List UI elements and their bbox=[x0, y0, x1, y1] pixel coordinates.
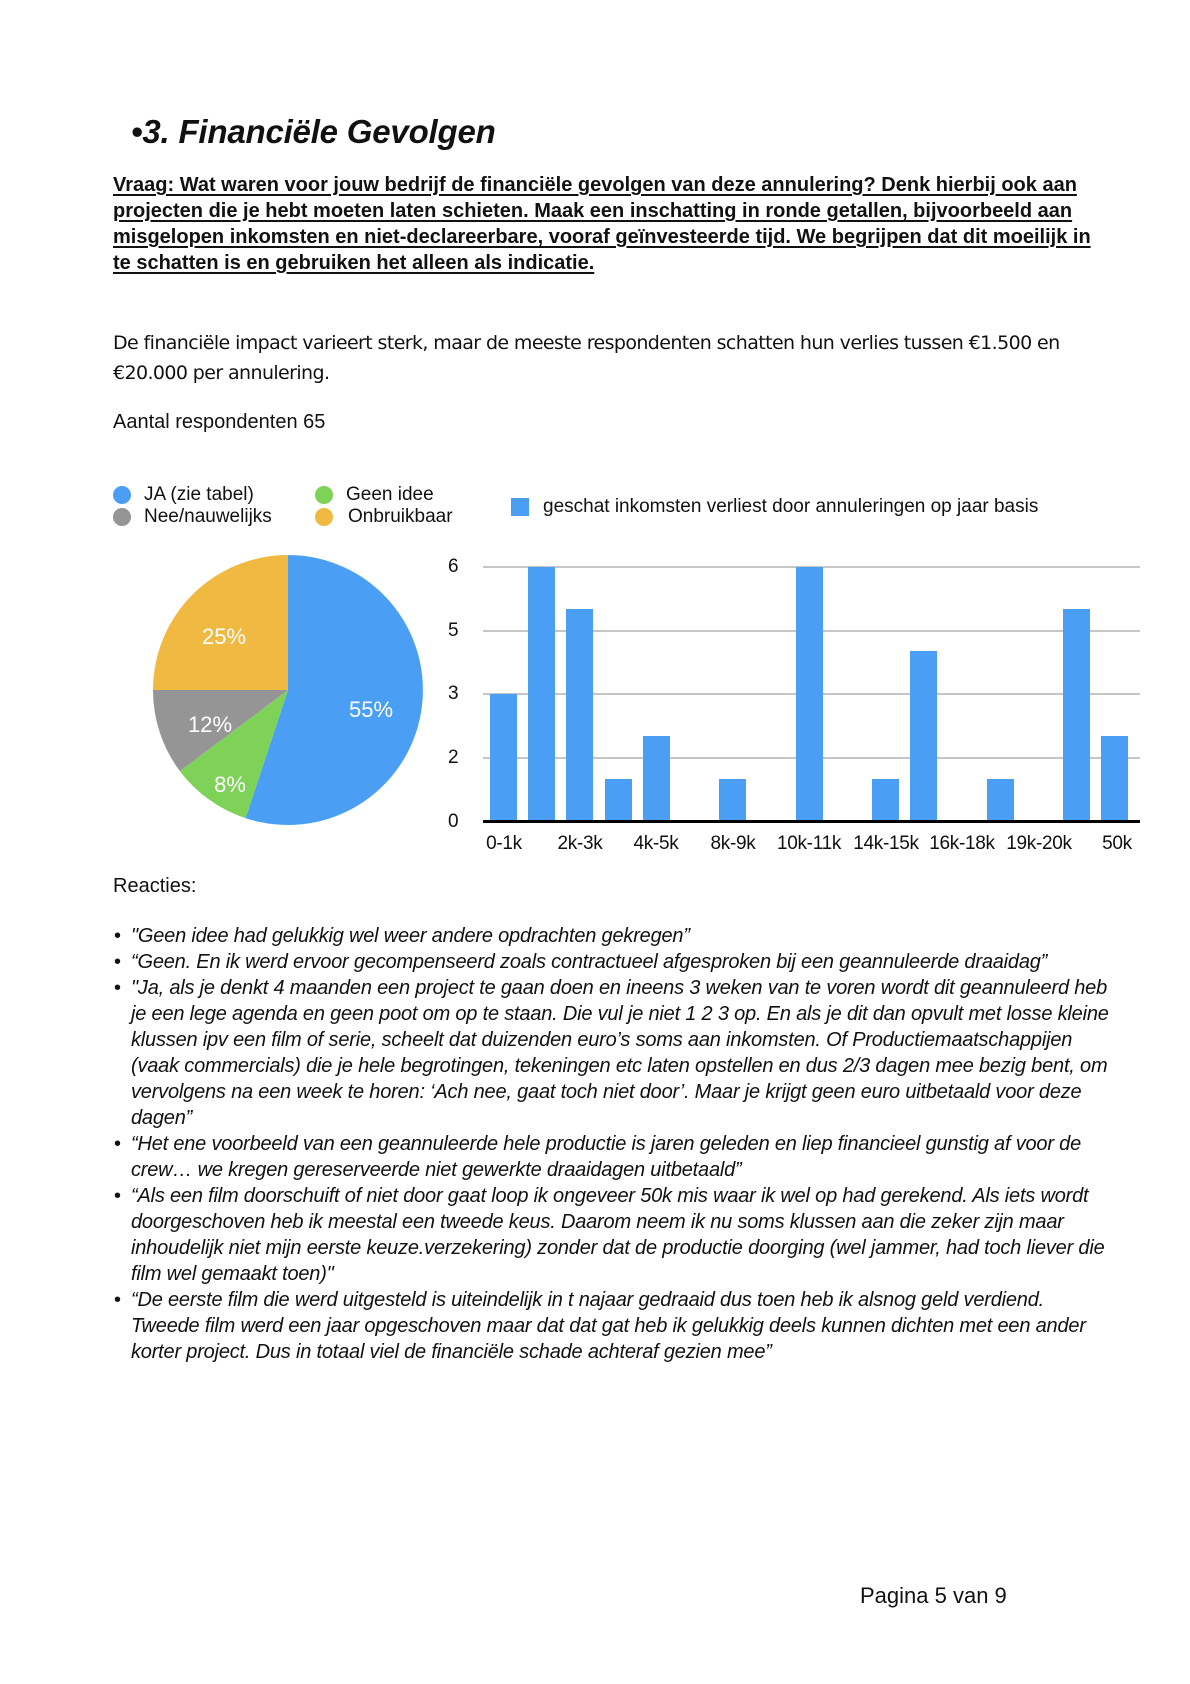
x-tick: 10k-11k bbox=[776, 833, 842, 854]
x-tick: 14k-15k bbox=[853, 833, 919, 854]
x-tick: 50k bbox=[1102, 833, 1132, 854]
x-tick: 2k-3k bbox=[557, 833, 603, 854]
legend-item-nee bbox=[113, 506, 272, 528]
y-tick: 3 bbox=[448, 683, 459, 704]
legend-label: JA (zie tabel) bbox=[144, 484, 254, 505]
list-item: • "Geen idee had gelukkig wel weer andere opdrachten gekregen” bbox=[113, 923, 1113, 949]
x-tick: 19k-20k bbox=[1006, 833, 1072, 854]
bar bbox=[910, 651, 937, 821]
bar bbox=[1063, 609, 1090, 821]
legend-dot-icon bbox=[113, 486, 131, 504]
bar bbox=[719, 779, 746, 821]
bar bbox=[1101, 736, 1128, 821]
pie-label-geen-idee: 8% bbox=[214, 772, 246, 797]
bar bbox=[872, 779, 899, 821]
legend-dot-icon bbox=[315, 486, 333, 504]
pie-label-onbruikbaar: 25% bbox=[201, 624, 247, 649]
bar bbox=[528, 567, 555, 821]
list-item: • “Als een film doorschuift of niet door gaat loop ik ongeveer 50k mis waar ik wel op had gerekend. Als iets wordt doorgeschoven heb ik meestal een tweede keus. Daarom neem ik nu soms klussen aan die zeker zijn maar inhoudelijk niet mijn eerste keuze.verzekering) zonder dat de productie doorging (wel jammer, had toch liever die film wel gemaakt toen)" bbox=[113, 1183, 1113, 1287]
list-item: • “Het ene voorbeeld van een geannuleerde hele productie is jaren geleden en liep financieel gunstig af voor de crew… we kregen gereserveerde niet gewerkte draaidagen uitbetaald” bbox=[113, 1131, 1113, 1183]
bar-chart bbox=[440, 550, 1140, 870]
list-item: • “Geen. En ik werd ervoor gecompenseerd zoals contractueel afgesproken bij een geannuleerde draaidag” bbox=[113, 949, 1113, 975]
legend-square-icon bbox=[511, 498, 529, 516]
legend-item-onbruikbaar bbox=[315, 506, 453, 528]
y-tick: 2 bbox=[448, 747, 459, 768]
bar bbox=[643, 736, 670, 821]
summary-paragraph: De financiële impact varieert sterk, maar de meeste respondenten schatten hun verlies tussen €1.500 en €20.000 per annulering. bbox=[113, 332, 1060, 384]
reactions-list bbox=[113, 923, 1113, 1365]
legend-item-ja bbox=[113, 484, 254, 506]
survey-question: Vraag: Wat waren voor jouw bedrijf de financiële gevolgen van deze annulering? Denk hierbij ook aan projecten die je hebt moeten laten schieten. Maak een inschatting in ronde getallen, bijvoorbeeld aan misgelopen inkomsten en niet-declareerbare, vooraf geïnvesteerde tijd. We begrijpen dat dit moeilijk in te schatten is en gebruiken het alleen als indicatie. bbox=[113, 174, 1091, 274]
section-title: •3. Financiële Gevolgen bbox=[131, 113, 496, 150]
reactions-heading: Reacties: bbox=[113, 875, 197, 897]
x-tick: 8k-9k bbox=[710, 833, 756, 854]
bar bbox=[605, 779, 632, 821]
pie-label-nee: 12% bbox=[187, 712, 233, 737]
x-tick: 16k-18k bbox=[929, 833, 995, 854]
list-item: • "Ja, als je denkt 4 maanden een project te gaan doen en ineens 3 weken van te voren wordt dit geannuleerd heb je een lege agenda en geen poot om op te staan. Die vul je niet 1 2 3 op. En als je dit dan opvult met losse kleine klussen ipv een film of serie, scheelt dat duizenden euro’s soms aan inkomsten. Of Productiemaatschappijen (vaak commercials) die je hele begrotingen, tekeningen etc laten opstellen en dus 2/3 dagen mee bezig bent, om vervolgens na een week te horen: ‘Ach nee, gaat toch niet door’. Maar je krijgt geen euro uitbetaald voor deze dagen” bbox=[113, 975, 1113, 1131]
x-tick: 4k-5k bbox=[633, 833, 679, 854]
bar bbox=[987, 779, 1014, 821]
bar-legend-label: geschat inkomsten verliest door annuleringen op jaar basis bbox=[543, 496, 1039, 517]
legend-label: Onbruikbaar bbox=[348, 506, 453, 527]
pie-slice-onbruikbaar bbox=[153, 555, 288, 690]
pie-label-ja: 55% bbox=[348, 697, 394, 722]
legend-dot-icon bbox=[315, 508, 333, 526]
legend-item-geen-idee bbox=[315, 484, 434, 506]
bar-legend bbox=[511, 496, 1038, 518]
x-tick: 0-1k bbox=[486, 833, 522, 854]
y-tick: 6 bbox=[448, 556, 459, 577]
x-axis-line bbox=[483, 820, 1140, 823]
legend-label: Geen idee bbox=[346, 484, 434, 505]
legend-label: Nee/nauwelijks bbox=[144, 506, 272, 527]
y-tick: 0 bbox=[448, 811, 459, 832]
pie-chart bbox=[153, 555, 423, 825]
bar bbox=[566, 609, 593, 821]
y-tick: 5 bbox=[448, 620, 459, 641]
pie-chart-graphic bbox=[153, 555, 423, 825]
page-number: Pagina 5 van 9 bbox=[860, 1583, 1007, 1608]
respondent-count: Aantal respondenten 65 bbox=[113, 411, 326, 433]
list-item: • “De eerste film die werd uitgesteld is uiteindelijk in t najaar gedraaid dus toen heb ik alsnog geld verdiend. Tweede film werd een jaar opgeschoven maar dat dat gat heb ik gelukkig deels kunnen dichten met een ander korter project. Dus in totaal viel de financiële schade achteraf gezien mee” bbox=[113, 1287, 1113, 1365]
legend-dot-icon bbox=[113, 508, 131, 526]
bar bbox=[490, 694, 517, 821]
bar bbox=[796, 567, 823, 821]
